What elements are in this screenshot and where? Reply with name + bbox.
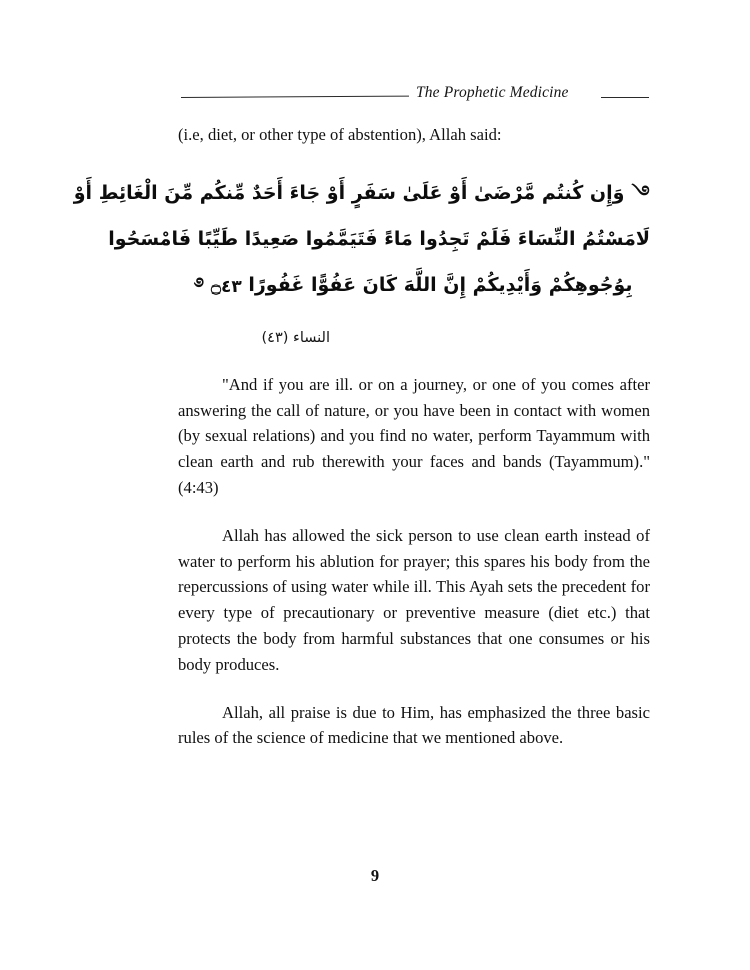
- verse-line-1: ࿓ وَإِن كُنتُم مَّرْضَىٰ أَوْ عَلَىٰ سَفَرٍ أَوْ جَاءَ أَحَدٌ مِّنكُم مِّنَ الْغَائِطِ أَوْ: [73, 181, 650, 204]
- paragraph-commentary: Allah has allowed the sick person to use clean earth instead of water to perform his ablution for prayer; this spares his body from the repercussions of using water while ill. This Ayah sets the precedent for every type of precautionary or preventive measure (diet etc.) that protects the body from harmful substances that one consumes or his body produces.: [178, 525, 650, 674]
- surah-reference: النساء (٤٣): [261, 329, 330, 346]
- ayah-number-marker-icon: ۝٤٣: [211, 276, 242, 297]
- header-rule-right-icon: [601, 97, 649, 98]
- verse-line-3-text: بِوُجُوهِكُمْ وَأَيْدِيكُمْ إِنَّ اللَّهَ كَانَ عَفُوًّا غَفُورًا: [248, 273, 633, 296]
- lead-line: (i.e, diet, or other type of abstention), Allah said:: [178, 125, 502, 144]
- paragraph-translation: "And if you are ill. or on a journey, or one of you comes after answering the call of nature, or you have been in contact with women (by sexual relations) and you find no water, perform Tayammum with clean earth and rub therewith your faces and bands (Tayammum)." (4:43): [178, 374, 650, 497]
- paragraph-conclusion: Allah, all praise is due to Him, has emphasized the three basic rules of the science of medicine that we mentioned above.: [178, 702, 650, 748]
- verse-line-3: [178, 262, 650, 310]
- header-rule-left-icon: [181, 96, 409, 98]
- spacer-after-reference: [178, 346, 650, 372]
- page-number: 9: [370, 866, 380, 885]
- page-content: [73, 122, 650, 751]
- spacer-paragraph-1: [178, 501, 650, 523]
- spacer-paragraph-2: [178, 678, 650, 700]
- verse-close-bracket-icon: ࿔: [195, 273, 205, 296]
- verse-line-2: لَامَسْتُمُ النِّسَاءَ فَلَمْ تَجِدُوا مَاءً فَتَيَمَّمُوا صَعِيدًا طَيِّبًا فَامْسَحُوا: [108, 227, 650, 250]
- quran-verse-block: [73, 170, 650, 310]
- running-header: [0, 84, 750, 112]
- running-header-title: The Prophetic Medicine: [416, 84, 569, 101]
